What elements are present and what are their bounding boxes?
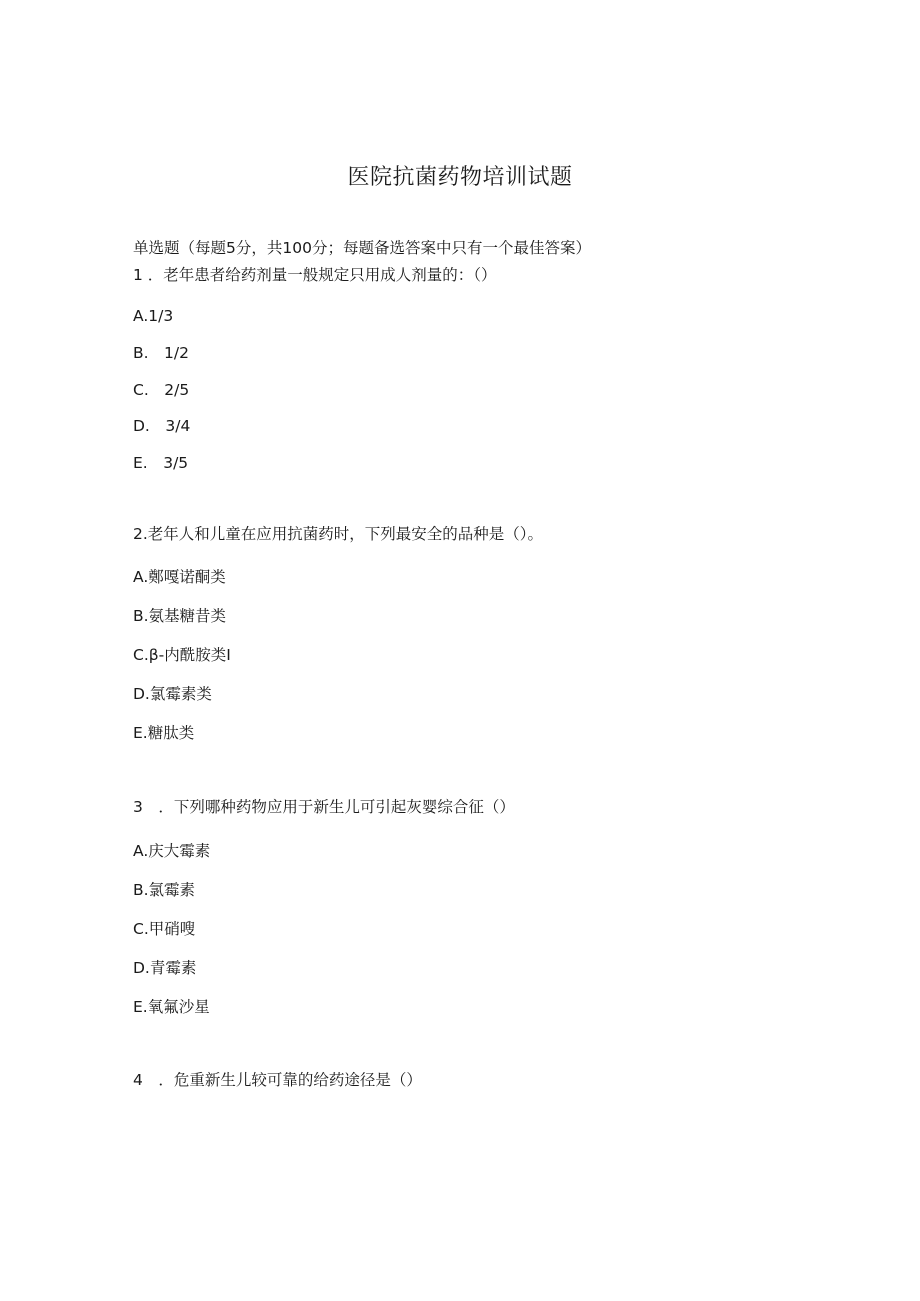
- question-4-stem: 4 ．危重新生儿较可靠的给药途径是（）: [133, 1071, 422, 1089]
- question-3-option-c: C.甲硝嗖: [133, 920, 196, 938]
- question-1-stem: 1 ．老年患者给药剂量一般规定只用成人剂量的：（）: [133, 266, 497, 284]
- question-2-option-e: E.糖肽类: [133, 724, 195, 742]
- question-1-option-c: C. 2/5: [133, 381, 190, 399]
- question-3-option-d: D.青霉素: [133, 959, 197, 977]
- question-2-option-a: A.鄭嘎诺酮类: [133, 568, 226, 586]
- question-3-option-e: E.氧氟沙星: [133, 998, 210, 1016]
- question-3-option-b: B.氯霉素: [133, 881, 196, 899]
- question-3-option-a: A.庆大霉素: [133, 842, 211, 860]
- question-3-stem: 3 ．下列哪种药物应用于新生儿可引起灰婴综合征（）: [133, 798, 515, 816]
- question-1-option-b: B. 1/2: [133, 344, 190, 362]
- question-2-option-b: B.氨基糖昔类: [133, 607, 227, 625]
- question-1-option-e: E. 3/5: [133, 454, 189, 472]
- question-2-stem: 2.老年人和儿童在应用抗菌药时，下列最安全的品种是（）。: [133, 525, 544, 543]
- question-2-option-d: D.氯霉素类: [133, 685, 212, 703]
- instructions-text: 单选题（每题5分，共100分；每题备选答案中只有一个最佳答案）: [133, 239, 591, 257]
- question-1-option-a: A.1/3: [133, 307, 174, 325]
- question-1-option-d: D. 3/4: [133, 417, 191, 435]
- question-2-option-c: C.β-内酰胺类I: [133, 646, 231, 664]
- document-title: 医院抗菌药物培训试题: [347, 165, 573, 190]
